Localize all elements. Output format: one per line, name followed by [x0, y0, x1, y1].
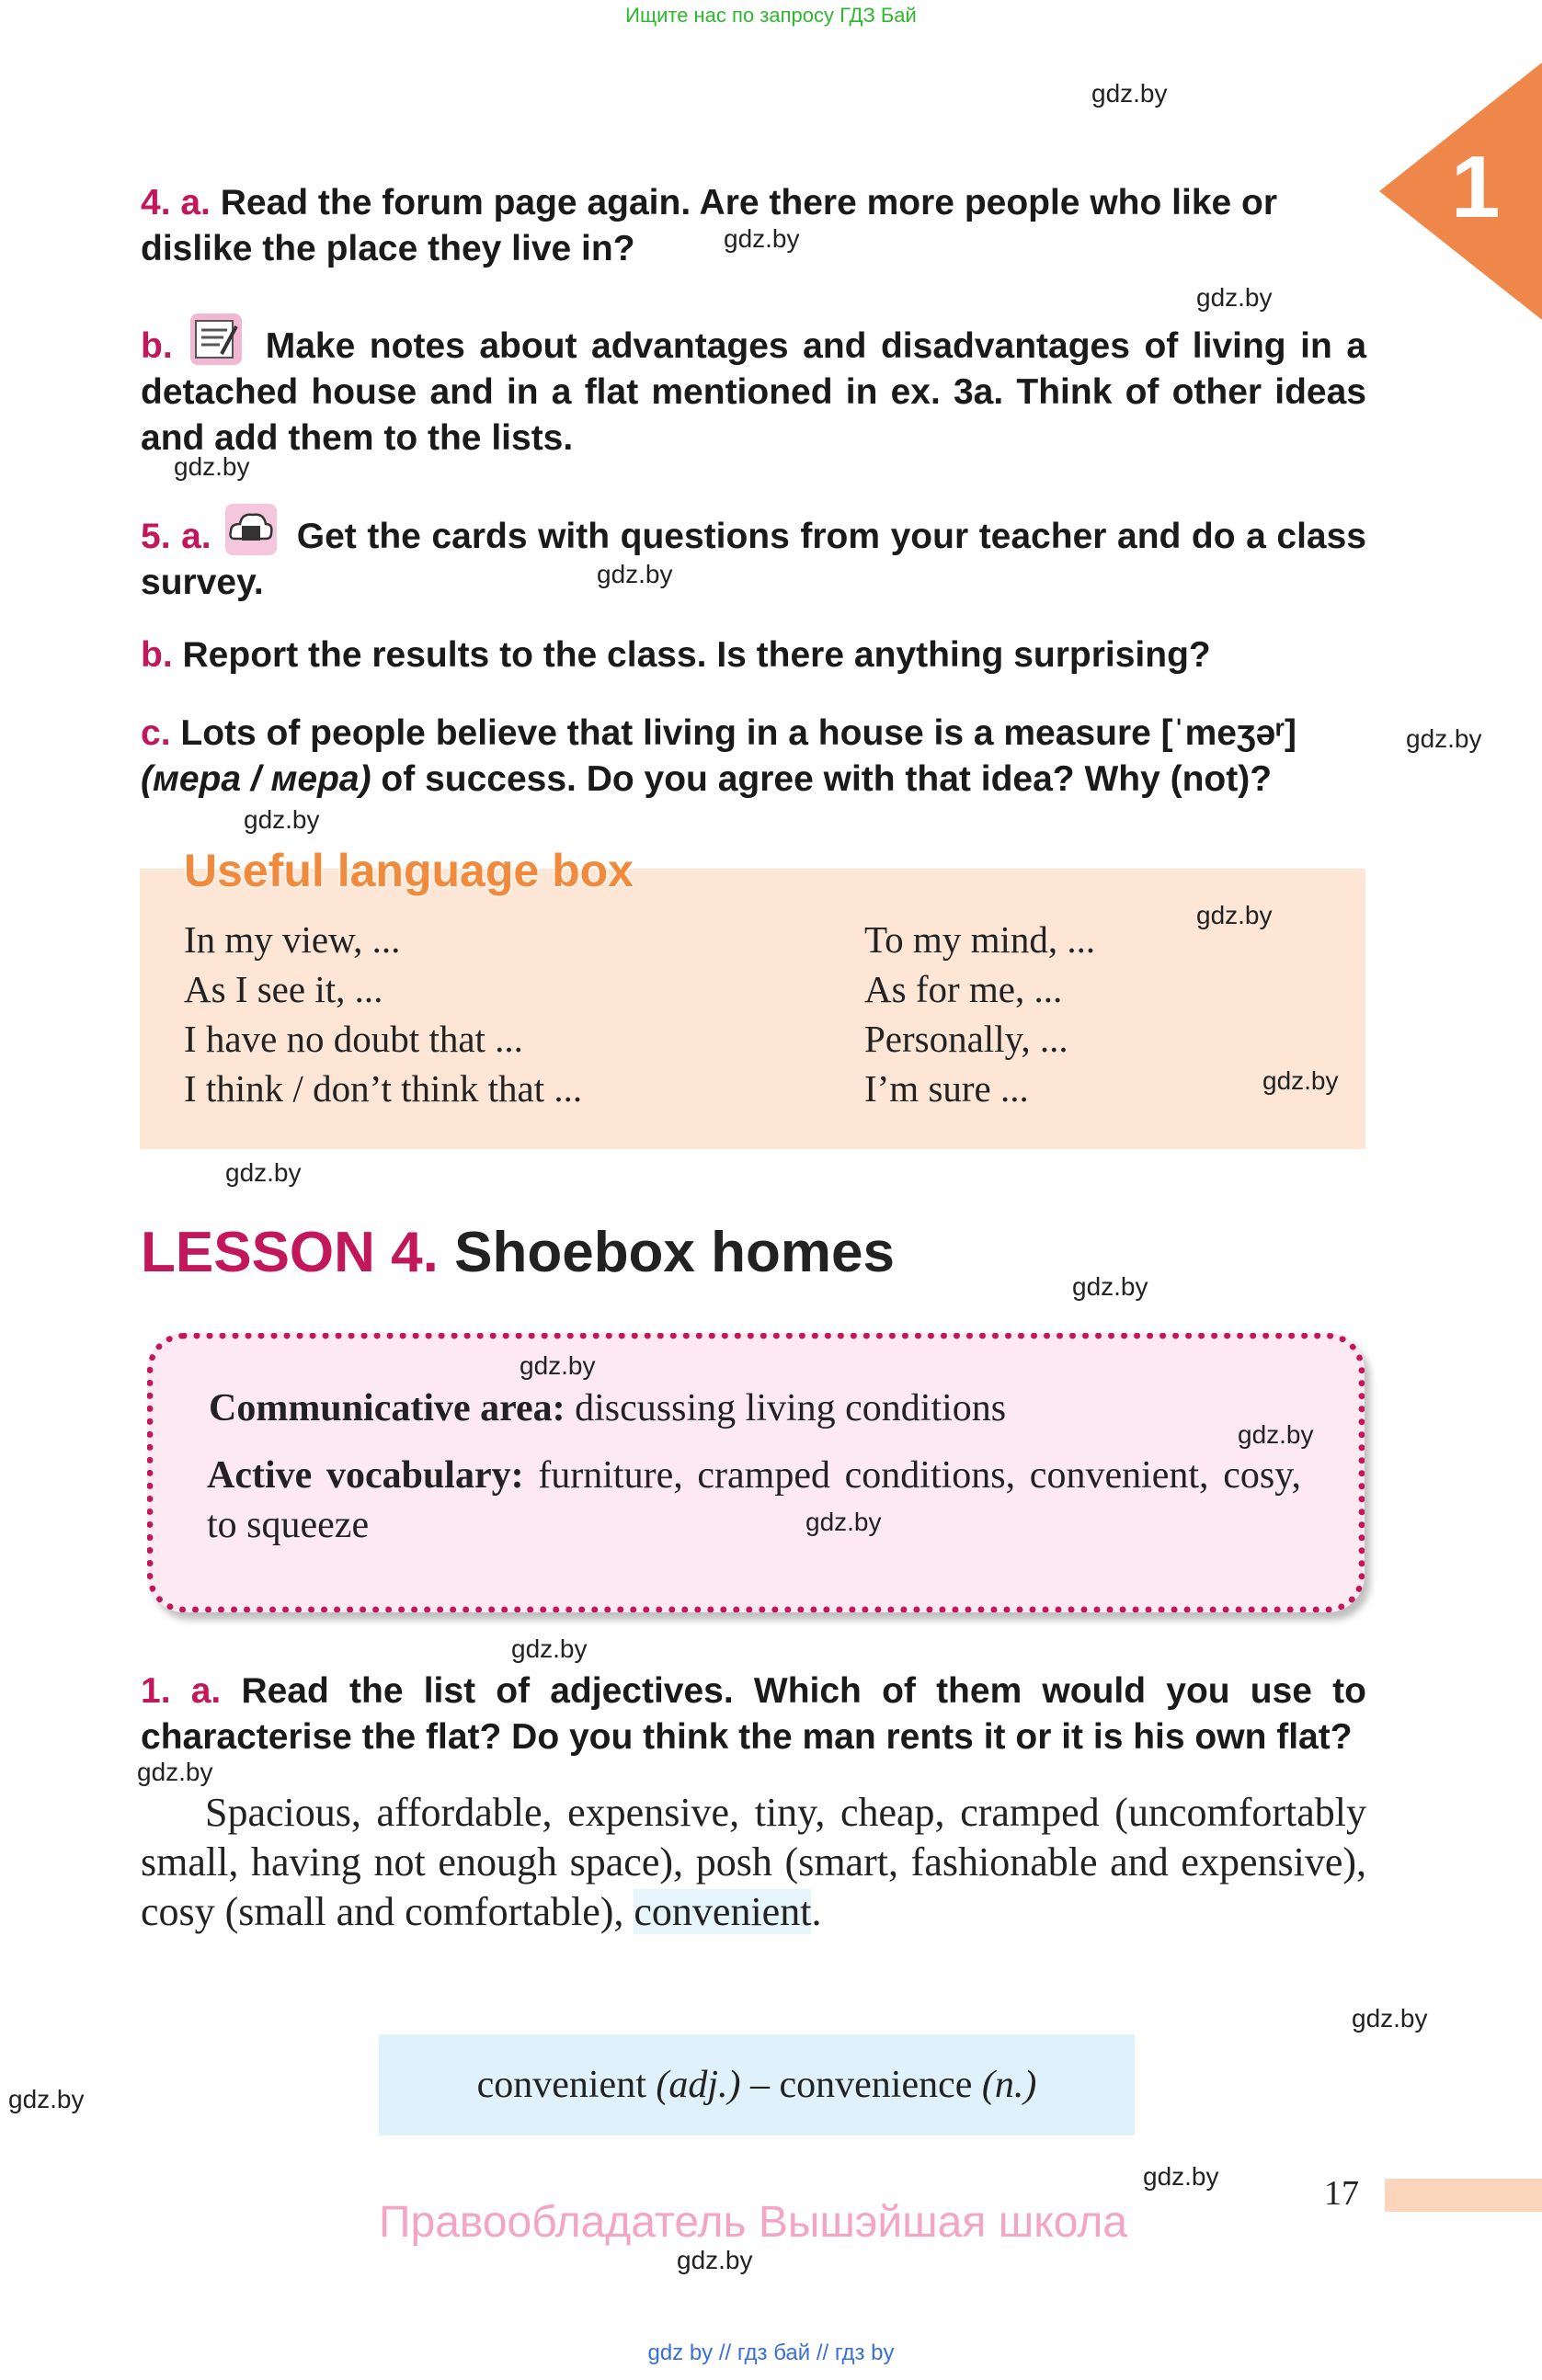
- lesson-title: Shoebox homes: [454, 1221, 895, 1284]
- watermark: gdz.by: [1143, 2162, 1219, 2191]
- exercise-1a: [141, 1668, 1366, 1760]
- watermark: gdz.by: [244, 805, 320, 834]
- communicative-area-label: Communicative area:: [209, 1387, 565, 1429]
- exercise-4a-number: 4. a.: [141, 183, 211, 222]
- exercise-5b: [141, 632, 1366, 678]
- phrase: I’m sure ...: [864, 1067, 1029, 1110]
- exercise-5a-number: 5. a.: [141, 517, 211, 556]
- exercise-5c: [141, 711, 1366, 803]
- watermark: gdz.by: [805, 1508, 882, 1536]
- exercise-1a-text: Read the list of adjectives. Which of them would you use to characterise the flat? Do you think the man rents it or it is his own flat?: [141, 1671, 1366, 1757]
- exercise-5a-text: Get the cards with questions from your teacher and do a class survey.: [141, 517, 1366, 602]
- watermark: gdz.by: [1352, 2004, 1428, 2033]
- word-1: convenient: [476, 2064, 646, 2106]
- useful-language-left: [184, 915, 582, 1113]
- phrase: As for me, ...: [864, 968, 1063, 1010]
- watermark: gdz.by: [724, 224, 800, 253]
- exercise-5c-translation: (мера / мера): [141, 759, 371, 799]
- exercise-4b-number: b.: [141, 326, 173, 366]
- watermark: gdz.by: [225, 1158, 302, 1187]
- highlighted-word: convenient: [634, 1889, 812, 1934]
- cloud-cards-icon: [225, 504, 277, 555]
- watermark: gdz.by: [1238, 1420, 1314, 1449]
- watermark: gdz.by: [1262, 1066, 1339, 1095]
- lesson-label: LESSON 4.: [141, 1221, 439, 1284]
- useful-language-right: [864, 915, 1095, 1113]
- exercise-4b: [141, 313, 1366, 461]
- exercise-1a-number: 1. a.: [141, 1671, 222, 1711]
- exercise-5c-text-2: of success. Do you agree with that idea? Why (not)?: [371, 759, 1273, 799]
- chapter-tab: [1379, 63, 1542, 320]
- phrase: As I see it, ...: [184, 968, 383, 1010]
- watermark: gdz.by: [174, 452, 250, 481]
- phrase: To my mind, ...: [864, 918, 1096, 961]
- watermark: gdz.by: [677, 2246, 753, 2274]
- exercise-4a-text: Read the forum page again. Are there more people who like or dislike the place they live in?: [141, 183, 1278, 268]
- exercise-5c-number: c.: [141, 713, 171, 753]
- page-bar: [1385, 2179, 1542, 2212]
- word-2-pos: (n.): [981, 2064, 1037, 2106]
- watermark: gdz.by: [137, 1758, 213, 1786]
- chapter-number: 1: [1451, 138, 1501, 236]
- lesson-heading: [141, 1220, 895, 1285]
- active-vocabulary-label: Active vocabulary:: [207, 1454, 524, 1497]
- active-vocabulary-value: furniture, cramped conditions, convenient, cosy, to squeeze: [207, 1454, 1301, 1546]
- phrase: Personally, ...: [864, 1018, 1068, 1060]
- watermark: gdz.by: [8, 2085, 85, 2113]
- exercise-5c-text: Lots of people believe that living in a house is a measure [ˈmeʒəʳ]: [180, 713, 1297, 753]
- adjectives-list: [141, 1788, 1366, 1937]
- word-formation-box: [379, 2034, 1135, 2135]
- adjectives-text: Spacious, affordable, expensive, tiny, cheap, cramped (uncomfortably small, having not enough space), posh (smart, fashionable and expensive), cosy (small and comfortable),: [141, 1790, 1366, 1934]
- exercise-4b-text: Make notes about advantages and disadvantages of living in a detached house and in a flat mentioned in ex. 3a. Think of other ideas and add them to the lists.: [141, 326, 1367, 458]
- exercise-5a: [141, 504, 1366, 606]
- page-number: 17: [1324, 2174, 1359, 2213]
- watermark: gdz.by: [597, 560, 673, 588]
- phrase: I think / don’t think that ...: [184, 1067, 583, 1110]
- top-banner: Ищите нас по запросу ГДЗ Бай: [625, 4, 917, 27]
- watermark: gdz.by: [1406, 724, 1482, 753]
- word-dash: –: [740, 2064, 780, 2106]
- watermark: gdz.by: [1091, 79, 1168, 108]
- watermark: gdz.by: [1072, 1272, 1148, 1301]
- copyright: Правообладатель Вышэйшая школа: [379, 2198, 1128, 2247]
- footer-links: gdz by // гдз бай // гдз by: [647, 2340, 895, 2365]
- watermark: gdz.by: [1196, 901, 1273, 929]
- phrase: I have no doubt that ...: [184, 1018, 523, 1060]
- adjectives-end: .: [811, 1889, 822, 1934]
- active-vocabulary: [207, 1451, 1301, 1550]
- watermark: gdz.by: [511, 1634, 588, 1663]
- communicative-area: [209, 1384, 1006, 1433]
- useful-language-title: Useful language box: [184, 845, 634, 896]
- watermark: gdz.by: [520, 1351, 596, 1380]
- communicative-area-value: discussing living conditions: [565, 1387, 1007, 1429]
- watermark: gdz.by: [1196, 283, 1273, 312]
- phrase: In my view, ...: [184, 918, 401, 961]
- exercise-5b-number: b.: [141, 635, 173, 675]
- word-2: convenience: [779, 2064, 973, 2106]
- exercise-5b-text: Report the results to the class. Is there anything surprising?: [182, 635, 1211, 675]
- notebook-icon: [190, 313, 242, 365]
- word-1-pos: (adj.): [656, 2064, 741, 2106]
